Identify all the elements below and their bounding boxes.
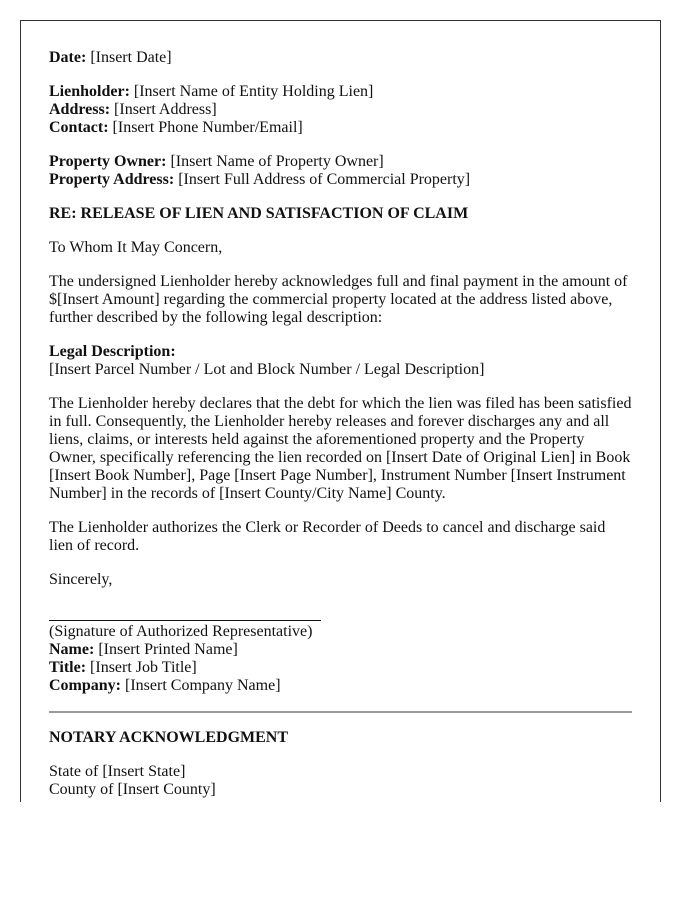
- property-address-value: [Insert Full Address of Commercial Property]: [178, 171, 471, 188]
- address-label: Address:: [49, 101, 111, 118]
- property-address-line: [49, 171, 632, 189]
- notary-county-line: County of [Insert County]: [49, 781, 216, 798]
- lienholder-value: [Insert Name of Entity Holding Lien]: [133, 83, 374, 100]
- signer-title-value: [Insert Job Title]: [90, 659, 197, 676]
- section-divider: [49, 711, 632, 713]
- lien-release-letter: [21, 21, 660, 799]
- body-paragraph-2: The Lienholder hereby declares that the debt for which the lien was filed has been satisfied in full. Consequently, the Lienholder hereby releases and forever discharges any and all liens, claims, or interests held against the aforementioned property and the Property Owner, specifically referencing the lien recorded on [Insert Date of Original Lien] in Book [Insert Book Number], Page [Insert Page Number], Instrument Number [Insert Instrument Number] in the records of [Insert County/City Name] County.: [49, 395, 632, 502]
- date-value: [Insert Date]: [90, 49, 172, 66]
- property-owner-line: [49, 153, 632, 171]
- lienholder-contact-line: [49, 119, 632, 137]
- lienholder-label: Lienholder:: [49, 83, 130, 100]
- signer-name-label: Name:: [49, 641, 95, 658]
- property-info: [49, 153, 632, 189]
- legal-description-value: [Insert Parcel Number / Lot and Block Number / Legal Description]: [49, 361, 485, 378]
- signer-company-label: Company:: [49, 677, 122, 694]
- legal-description-label: Legal Description:: [49, 343, 176, 360]
- date-line: [49, 49, 632, 67]
- property-owner-value: [Insert Name of Property Owner]: [170, 153, 384, 170]
- signature-caption: (Signature of Authorized Representative): [49, 623, 313, 640]
- lienholder-address-line: [49, 101, 632, 119]
- body-paragraph-1: The undersigned Lienholder hereby acknowledges full and final payment in the amount of $[Insert Amount] regarding the commercial property located at the address listed above, further described by the following legal description:: [49, 273, 628, 326]
- date-label: Date:: [49, 49, 87, 66]
- body-paragraph-3: The Lienholder authorizes the Clerk or Recorder of Deeds to cancel and discharge said lien of record.: [49, 519, 606, 554]
- subject-line: RE: RELEASE OF LIEN AND SATISFACTION OF CLAIM: [49, 205, 469, 222]
- property-address-label: Property Address:: [49, 171, 175, 188]
- document-frame: [20, 20, 661, 802]
- legal-description: [49, 343, 632, 379]
- signer-name-line: [49, 641, 632, 659]
- signer-name-value: [Insert Printed Name]: [98, 641, 238, 658]
- contact-label: Contact:: [49, 119, 109, 136]
- notary-heading: NOTARY ACKNOWLEDGMENT: [49, 729, 289, 746]
- lienholder-name-line: [49, 83, 632, 101]
- signature-block: [49, 623, 632, 695]
- signature-line: [49, 605, 321, 621]
- signer-title-line: [49, 659, 632, 677]
- address-value: [Insert Address]: [114, 101, 217, 118]
- closing: Sincerely,: [49, 571, 113, 588]
- signer-company-value: [Insert Company Name]: [125, 677, 281, 694]
- notary-state-line: State of [Insert State]: [49, 763, 186, 780]
- lienholder-info: [49, 83, 632, 137]
- salutation: To Whom It May Concern,: [49, 239, 223, 256]
- property-owner-label: Property Owner:: [49, 153, 167, 170]
- signer-title-label: Title:: [49, 659, 87, 676]
- notary-venue: [49, 763, 632, 799]
- contact-value: [Insert Phone Number/Email]: [112, 119, 303, 136]
- signer-company-line: [49, 677, 632, 695]
